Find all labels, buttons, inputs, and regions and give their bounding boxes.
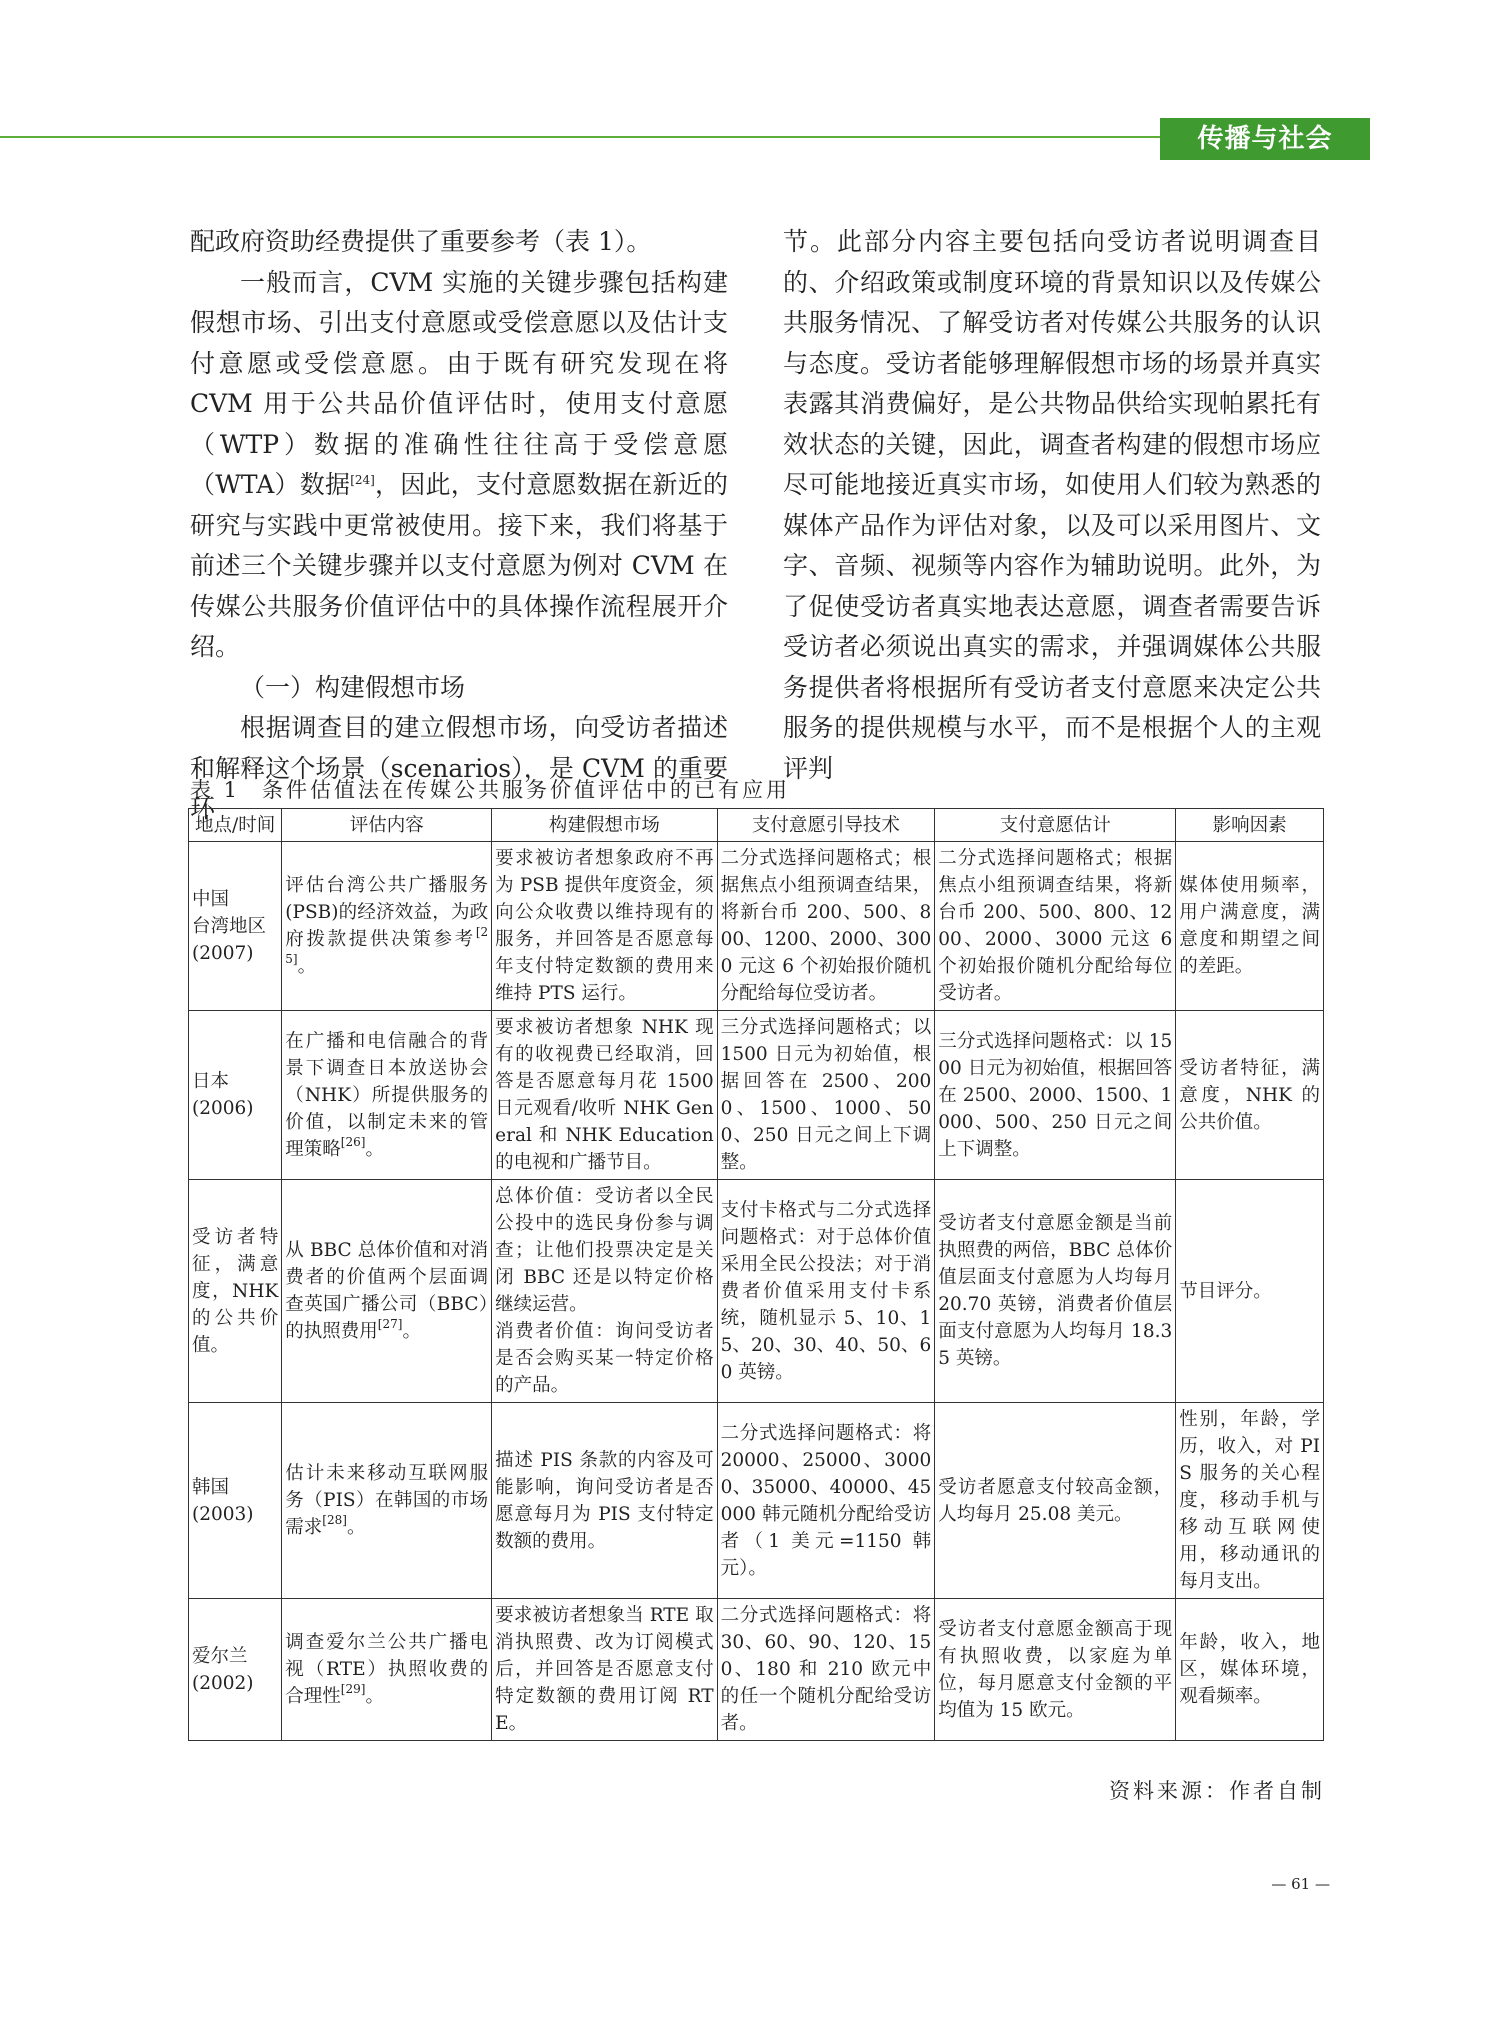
- cell-factors: 受访者特征，满意度，NHK 的公共价值。: [1176, 1011, 1324, 1180]
- table-caption: [190, 776, 1330, 804]
- table-row: [189, 1011, 1324, 1180]
- cell-content: 调查爱尔兰公共广播电视（RTE）执照收费的合理性[29]。: [282, 1599, 492, 1741]
- cell-estimate: 二分式选择问题格式；根据焦点小组预调查结果，将新台币 200、500、800、1200、2000、3000 元这 6 个初始报价随机分配给每位受访者。: [935, 842, 1176, 1011]
- cell-place: 中国 台湾地区 (2007): [189, 842, 282, 1011]
- citation-ref: [28]: [322, 1513, 347, 1527]
- citation-ref: [27]: [377, 1317, 403, 1331]
- table-source: 资料来源：作者自制: [1109, 1779, 1325, 1803]
- citation-ref: [29]: [340, 1682, 366, 1696]
- right-paragraph: 节。此部分内容主要包括向受访者说明调查目的、介绍政策或制度环境的背景知识以及传媒公共服务情况、了解受访者对传媒公共服务的认识与态度。受访者能够理解假想市场的场景并真实表露其消费偏好，是公共物品供给实现帕累托有效状态的关键，因此，调查者构建的假想市场应尽可能地接近真实市场，如使用人们较为熟悉的媒体产品作为评估对象，以及可以采用图片、文字、音频、视频等内容作为辅助说明。此外，为了促使受访者真实地表达意愿，调查者需要告诉受访者必须说出真实的需求，并强调媒体公共服务提供者将根据所有受访者支付意愿来决定公共服务的提供规模与水平，而不是根据个人的主观评判: [783, 227, 1321, 783]
- cell-market: 要求被访者想象 NHK 现有的收视费已经取消，回答是否愿意每月花 1500 日元观看/收听 NHK General 和 NHK Education 的电视和广播节目。: [492, 1011, 717, 1180]
- header-rule: [0, 136, 1160, 138]
- table-row: [189, 1403, 1324, 1599]
- cell-market: 总体价值：受访者以全民公投中的选民身份参与调查；让他们投票决定是关闭 BBC 还是以特定价格继续运营。 消费者价值：询问受访者是否会购买某一特定价格的产品。: [492, 1180, 717, 1403]
- cell-place: 受访者特征，满意度，NHK 的公共价值。: [189, 1180, 282, 1403]
- left-paragraph: （一）构建假想市场: [240, 672, 466, 702]
- cell-estimate: 受访者支付意愿金额是当前执照费的两倍，BBC 总体价值层面支付意愿为人均每月 20.70 英镑，消费者价值层面支付意愿为人均每月 18.35 英镑。: [935, 1180, 1176, 1403]
- cell-estimate: 受访者支付意愿金额高于现有执照收费，以家庭为单位，每月愿意支付金额的平均值为 15 欧元。: [935, 1599, 1176, 1741]
- cell-factors: 年龄，收入，地区，媒体环境，观看频率。: [1176, 1599, 1324, 1741]
- table-header-row: [189, 809, 1324, 842]
- cell-place: 爱尔兰 (2002): [189, 1599, 282, 1741]
- cell-content: 评估台湾公共广播服务(PSB)的经济效益，为政府拨款提供决策参考[25]。: [282, 842, 492, 1011]
- page-number: — 61 —: [1271, 1875, 1330, 1893]
- cell-factors: 节目评分。: [1176, 1180, 1324, 1403]
- cell-elicitation: 支付卡格式与二分式选择问题格式：对于总体价值采用全民公投法；对于消费者价值采用支付卡系统，随机显示 5、10、15、20、30、40、50、60 英镑。: [717, 1180, 935, 1403]
- cell-market: 要求被访者想象政府不再为 PSB 提供年度资金，须向公众收费以维持现有的服务，并回答是否愿意每年支付特定数额的费用来维持 PTS 运行。: [492, 842, 717, 1011]
- left-paragraph: 配政府资助经费提供了重要参考（表 1）。: [190, 227, 652, 256]
- header-factors: 影响因素: [1176, 809, 1324, 842]
- citation-ref: [26]: [340, 1134, 366, 1149]
- cell-content: 在广播和电信融合的背景下调查日本放送协会（NHK）所提供服务的价值，以制定未来的管理策略[26]。: [282, 1011, 492, 1180]
- cell-elicitation: 二分式选择问题格式：将 20000、25000、30000、35000、40000、45000 韩元随机分配给受访者（1 美元=1150 韩元）。: [717, 1403, 935, 1599]
- citation-ref: [25]: [285, 925, 489, 966]
- cell-elicitation: 三分式选择问题格式；以 1500 日元为初始值，根据回答在 2500、2000、1500、1000、500、250 日元之间上下调整。: [717, 1011, 935, 1180]
- cell-content: 从 BBC 总体价值和对消费者的价值两个层面调查英国广播公司（BBC）的执照费用[27]。: [282, 1180, 492, 1403]
- table-row: [189, 1599, 1324, 1741]
- left-column: [190, 222, 728, 830]
- citation-ref: [24]: [350, 473, 375, 487]
- cell-market: 要求被访者想象当 RTE 取消执照费、改为订阅模式后，并回答是否愿意支付特定数额的费用订阅 RTE。: [492, 1599, 717, 1741]
- table-row: [189, 1180, 1324, 1403]
- cell-factors: 媒体使用频率，用户满意度，满意度和期望之间的差距。: [1176, 842, 1324, 1011]
- header-elicitation: 支付意愿引导技术: [717, 809, 935, 842]
- cell-elicitation: 二分式选择问题格式；根据焦点小组预调查结果，将新台币 200、500、800、1200、2000、3000 元这 6 个初始报价随机分配给每位受访者。: [717, 842, 935, 1011]
- cell-place: 韩国 (2003): [189, 1403, 282, 1599]
- cell-factors: 性别，年龄，学历，收入，对 PIS 服务的关心程度，移动手机与移动互联网使用，移动通讯的每月支出。: [1176, 1403, 1324, 1599]
- cell-place: 日本 (2006): [189, 1011, 282, 1180]
- cell-content: 估计未来移动互联网服务（PIS）在韩国的市场需求[28]。: [282, 1403, 492, 1599]
- right-column: [783, 222, 1321, 789]
- cell-estimate: 受访者愿意支付较高金额，人均每月 25.08 美元。: [935, 1403, 1176, 1599]
- left-paragraph: 一般而言，CVM 实施的关键步骤包括构建假想市场、引出支付意愿或受偿意愿以及估计支付意愿或受偿意愿。由于既有研究发现在将 CVM 用于公共品价值评估时，使用支付意愿（WTP）数据的准确性往往高于受偿意愿（WTA）数据[24]，因此，支付意愿数据在新近的研究与实践中更常被使用。接下来，我们将基于前述三个关键步骤并以支付意愿为例对 CVM 在传媒公共服务价值评估中的具体操作流程展开介绍。: [190, 267, 728, 661]
- cell-market: 描述 PIS 条款的内容及可能影响，询问受访者是否愿意每月为 PIS 支付特定数额的费用。: [492, 1403, 717, 1599]
- header-place: 地点/时间: [189, 809, 282, 842]
- header-content: 评估内容: [282, 809, 492, 842]
- table-row: [189, 842, 1324, 1011]
- table-caption-title: 条件估值法在传媒公共服务价值评估中的已有应用: [262, 778, 791, 802]
- cell-estimate: 三分式选择问题格式：以 1500 日元为初始值，根据回答在 2500、2000、1500、1000、500、250 日元之间上下调整。: [935, 1011, 1176, 1180]
- section-tab: 传播与社会: [1160, 118, 1370, 160]
- applications-table: [188, 808, 1324, 1741]
- header-estimate: 支付意愿估计: [935, 809, 1176, 842]
- header-market: 构建假想市场: [492, 809, 717, 842]
- cell-elicitation: 二分式选择问题格式：将 30、60、90、120、150、180 和 210 欧元中的任一个随机分配给受访者。: [717, 1599, 935, 1741]
- left-paragraph: 根据调查目的建立假想市场，向受访者描述和解释这个场景（scenarios），是 CVM 的重要环: [190, 713, 728, 823]
- table-caption-number: 表 1: [190, 778, 241, 802]
